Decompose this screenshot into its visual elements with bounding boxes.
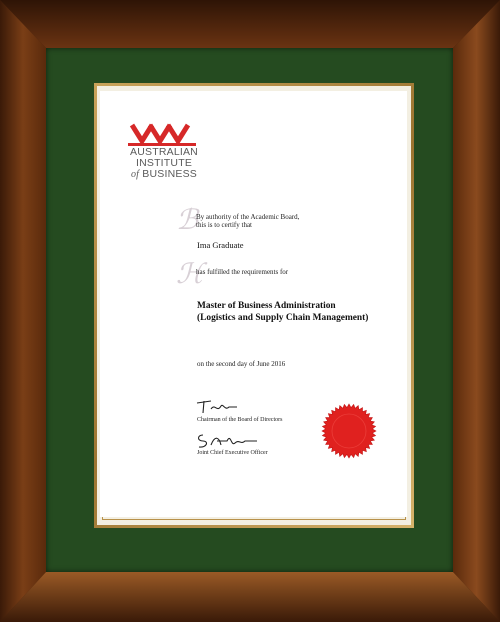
certificate-paper xyxy=(100,91,407,517)
signatory-1-title: Chairman of the Board of Directors xyxy=(197,417,283,423)
chairman-signature-icon xyxy=(195,397,255,415)
logo-line-2: INSTITUTE xyxy=(135,157,193,169)
signatory-2-title: Joint Chief Executive Officer xyxy=(197,450,268,456)
degree-line-1: Master of Business Administration xyxy=(197,301,336,311)
decorative-initial-b-icon: ℬ xyxy=(176,205,199,236)
logo-mark-icon xyxy=(128,121,200,147)
logo-line-3: BUSINESS xyxy=(142,168,197,180)
institute-logo xyxy=(122,121,206,180)
authority-line-1: By authority of the Academic Board, xyxy=(196,213,300,221)
red-wax-seal-icon xyxy=(320,402,378,460)
decorative-initial-h-icon: ℋ xyxy=(176,259,204,290)
authority-line-2: this is to certify that xyxy=(196,221,252,229)
fulfilled-text: has fulfilled the requirements for xyxy=(196,268,289,276)
award-date: on the second day of June 2016 xyxy=(197,360,286,368)
degree-line-2: (Logistics and Supply Chain Management) xyxy=(197,313,369,323)
logo-line-3-prefix: of xyxy=(130,169,140,180)
recipient-name: Ima Graduate xyxy=(197,240,244,250)
ceo-signature-icon xyxy=(195,431,265,451)
logo-line-1: AUSTRALIAN xyxy=(130,146,198,158)
